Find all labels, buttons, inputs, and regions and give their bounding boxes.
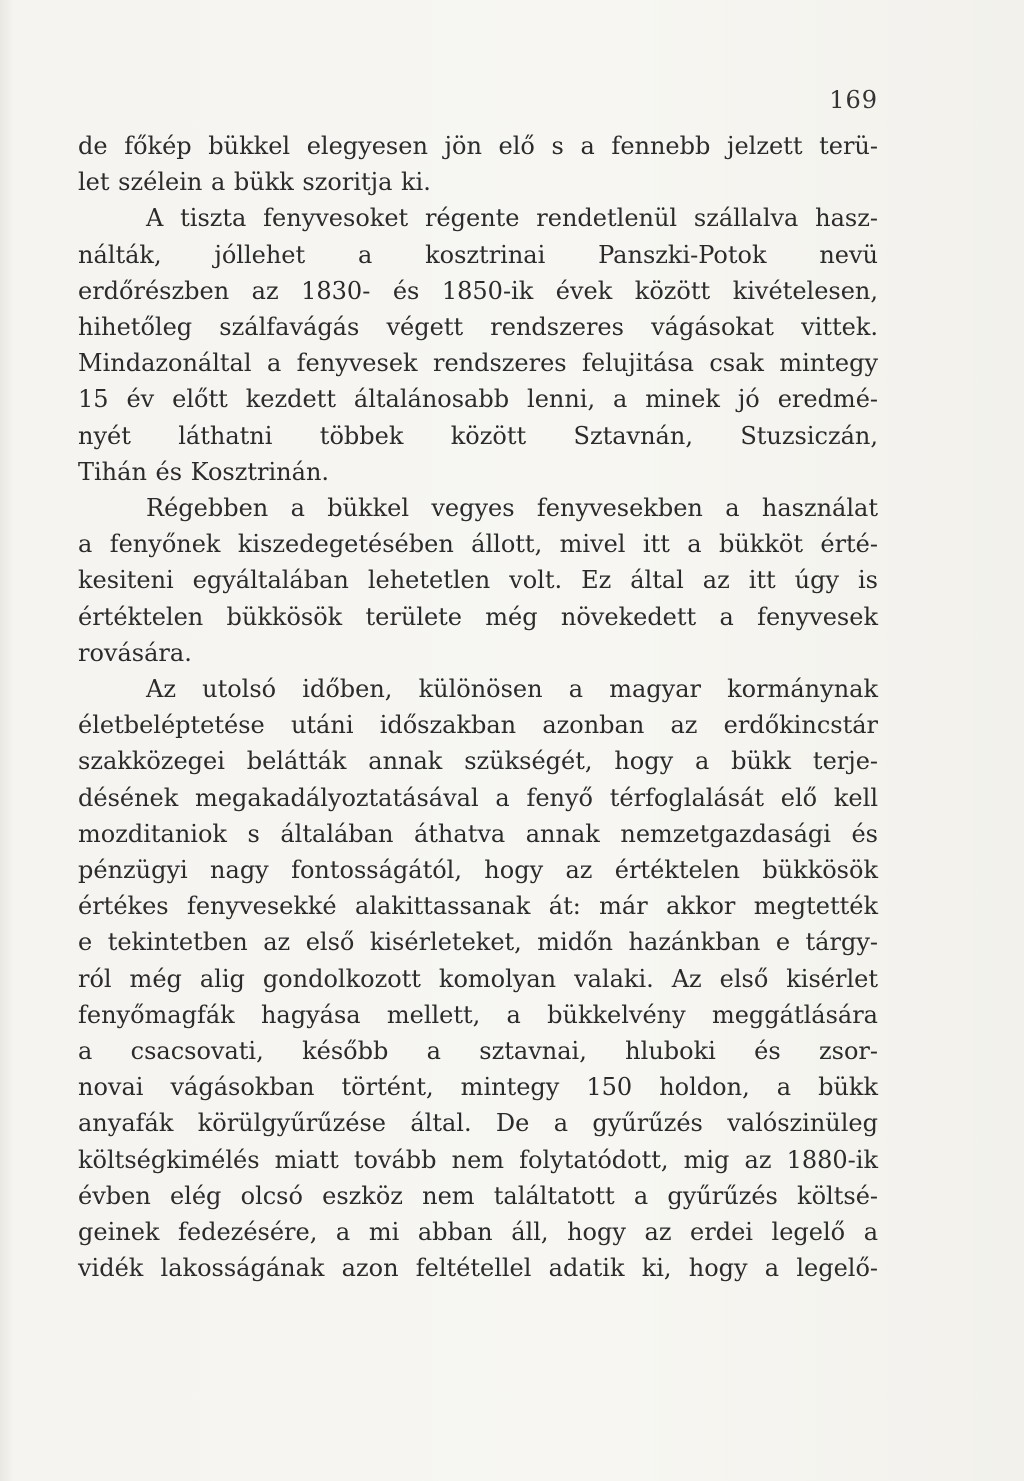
text-line: rovására. bbox=[78, 638, 192, 667]
text-line: Az utolsó időben, különösen a magyar kormánynak bbox=[146, 675, 878, 704]
text-line: értéktelen bükkösök területe még növekedett a fenyvesek bbox=[78, 602, 878, 631]
text-line: ról még alig gondolkozott komolyan valaki. Az első kisérlet bbox=[78, 964, 878, 993]
text-line: mozditaniok s általában áthatva annak nemzetgazdasági és bbox=[78, 819, 878, 848]
text-line: A tiszta fenyvesoket régente rendetlenül szállalva hasz- bbox=[146, 204, 878, 233]
text-line: költségkimélés miatt tovább nem folytatódott, mig az 1880-ik bbox=[78, 1145, 878, 1174]
text-line: anyafák körülgyűrűzése által. De a gyűrűzés valószinüleg bbox=[78, 1109, 878, 1138]
text-line: évben elég olcsó eszköz nem találtatott a gyűrűzés költsé- bbox=[78, 1181, 878, 1210]
text-line: nálták, jóllehet a kosztrinai Panszki-Potok nevü bbox=[78, 240, 878, 269]
text-line: de főkép bükkel elegyesen jön elő s a fennebb jelzett terü- bbox=[78, 132, 878, 160]
text-line: let szélein a bükk szoritja ki. bbox=[78, 168, 431, 197]
text-line: életbeléptetése utáni időszakban azonban az erdőkincstár bbox=[78, 711, 878, 740]
text-line: désének megakadályoztatásával a fenyő térfoglalását elő kell bbox=[78, 783, 878, 812]
page-number: 169 bbox=[829, 86, 878, 114]
text-line: erdőrészben az 1830- és 1850-ik évek között kivételesen, bbox=[78, 276, 878, 305]
text-line: szakközegei belátták annak szükségét, hogy a bükk terje- bbox=[78, 747, 878, 776]
text-line: kesiteni egyáltalában lehetetlen volt. Ez által az itt úgy is bbox=[78, 566, 878, 595]
text-line: a csacsovati, később a sztavnai, hluboki és zsor- bbox=[78, 1037, 878, 1066]
text-line: pénzügyi nagy fontosságától, hogy az értéktelen bükkösök bbox=[78, 856, 878, 885]
text-line: e tekintetben az első kisérleteket, midőn hazánkban e tárgy- bbox=[78, 928, 878, 957]
text-line: Mindazonáltal a fenyvesek rendszeres felujitása csak mintegy bbox=[78, 349, 878, 378]
text-line: Régebben a bükkel vegyes fenyvesekben a használat bbox=[146, 494, 878, 523]
text-line: geinek fedezésére, a mi abban áll, hogy az erdei legelő a bbox=[78, 1218, 878, 1247]
text-line: hihetőleg szálfavágás végett rendszeres vágásokat vittek. bbox=[78, 313, 878, 342]
text-line: fenyőmagfák hagyása mellett, a bükkelvény meggátlására bbox=[78, 1000, 878, 1029]
text-line: a fenyőnek kiszedegetésében állott, mivel itt a bükköt érté- bbox=[78, 530, 878, 559]
text-line: vidék lakosságának azon feltétellel adatik ki, hogy a legelő- bbox=[78, 1254, 878, 1283]
text-line: nyét láthatni többek között Sztavnán, Stuzsiczán, bbox=[78, 421, 878, 450]
text-line: Tihán és Kosztrinán. bbox=[78, 457, 330, 486]
body-text bbox=[78, 128, 878, 1287]
text-line: 15 év előtt kezdett általánosabb lenni, a minek jó eredmé- bbox=[78, 385, 878, 414]
text-line: értékes fenyvesekké alakittassanak át: már akkor megtették bbox=[78, 892, 878, 921]
text-line: novai vágásokban történt, mintegy 150 holdon, a bükk bbox=[78, 1073, 878, 1102]
